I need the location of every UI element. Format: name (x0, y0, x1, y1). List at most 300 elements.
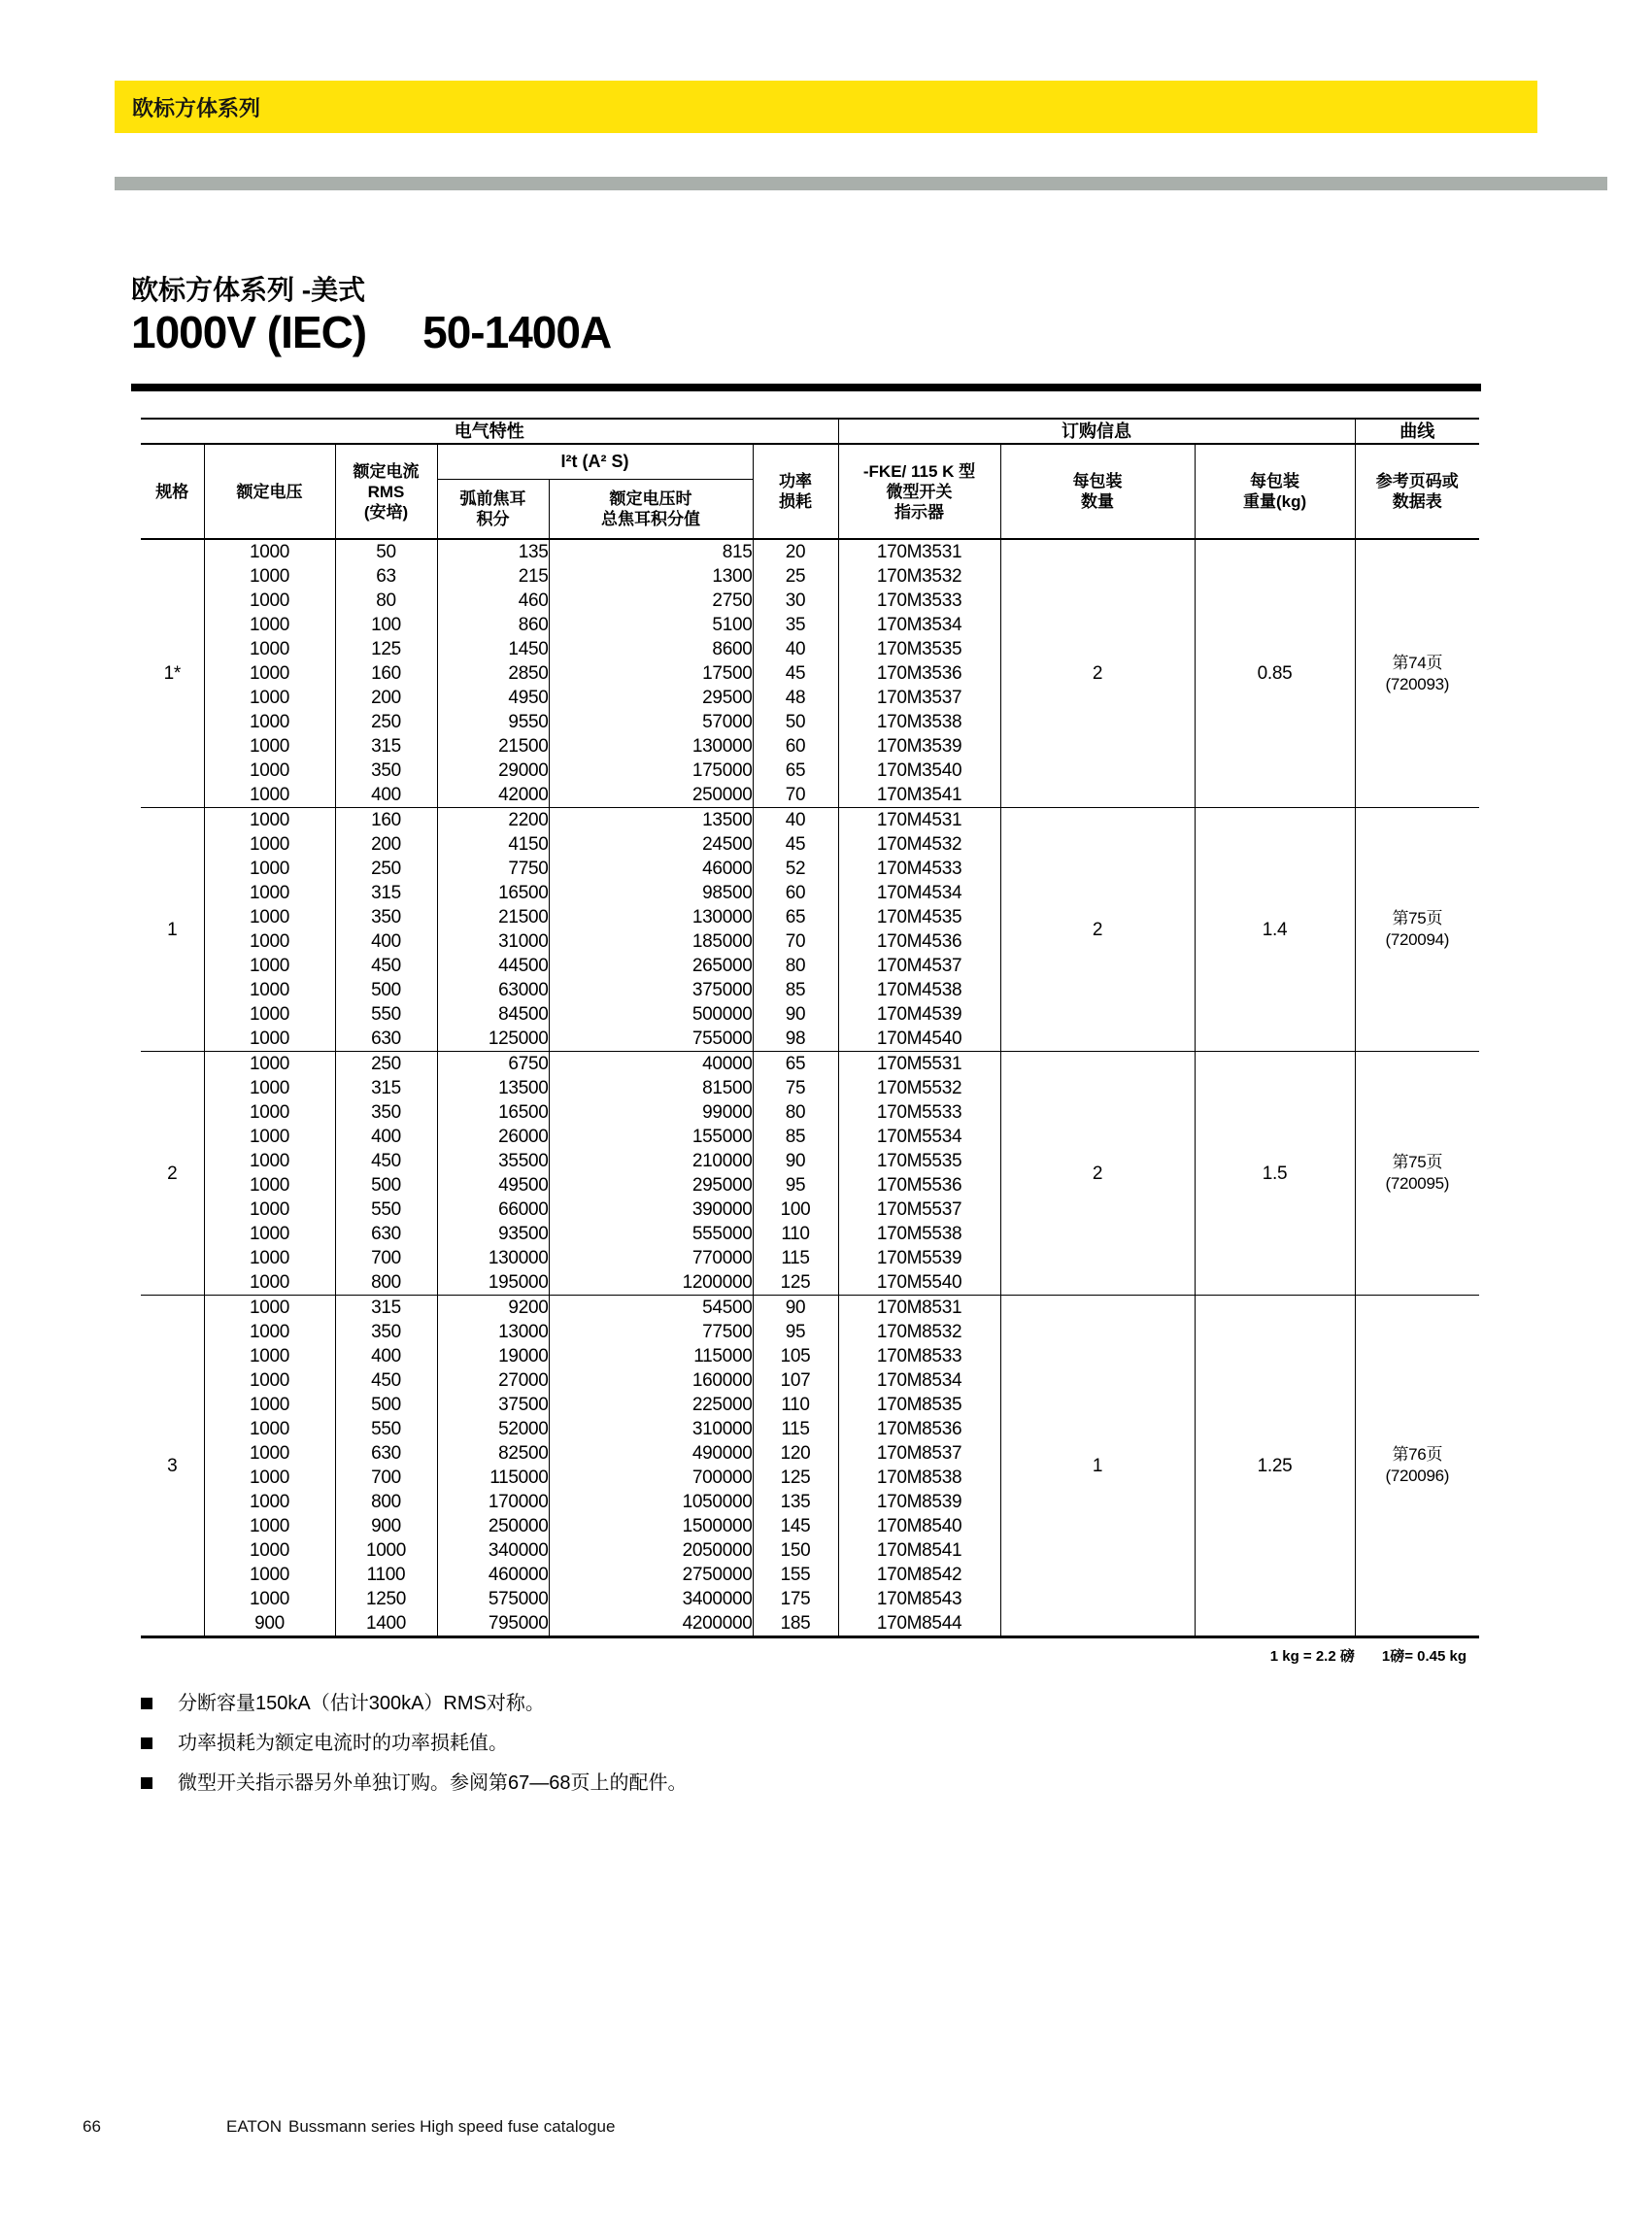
voltage-cell: 1000 (204, 1441, 335, 1466)
current-cell: 500 (335, 1173, 437, 1197)
current-cell: 400 (335, 783, 437, 808)
total-i2t-cell: 265000 (549, 954, 753, 978)
title-rule (131, 384, 1481, 391)
voltage-cell: 1000 (204, 1417, 335, 1441)
total-i2t-cell: 160000 (549, 1368, 753, 1393)
prearc-i2t-cell: 21500 (437, 734, 549, 759)
current-cell: 450 (335, 1368, 437, 1393)
current-cell: 250 (335, 1052, 437, 1077)
prearc-i2t-cell: 215 (437, 564, 549, 589)
voltage-cell: 1000 (204, 1027, 335, 1052)
part-number-cell: 170M3533 (838, 589, 1000, 613)
table-row (141, 1296, 1479, 1321)
power-loss-cell: 20 (753, 539, 838, 564)
current-cell: 100 (335, 613, 437, 637)
voltage-cell: 1000 (204, 1368, 335, 1393)
total-i2t-cell: 2750 (549, 589, 753, 613)
prearc-i2t-cell: 31000 (437, 929, 549, 954)
prearc-i2t-cell: 35500 (437, 1149, 549, 1173)
power-loss-cell: 30 (753, 589, 838, 613)
part-number-cell: 170M8532 (838, 1320, 1000, 1344)
power-loss-cell: 145 (753, 1514, 838, 1538)
current-cell: 1000 (335, 1538, 437, 1563)
total-i2t-cell: 210000 (549, 1149, 753, 1173)
voltage-cell: 1000 (204, 564, 335, 589)
part-number-cell: 170M8543 (838, 1587, 1000, 1611)
total-i2t-cell: 1500000 (549, 1514, 753, 1538)
power-loss-cell: 35 (753, 613, 838, 637)
total-i2t-cell: 17500 (549, 661, 753, 686)
current-cell: 700 (335, 1246, 437, 1270)
ref-page-cell: 第75页 (720095) (1355, 1052, 1479, 1296)
prearc-i2t-cell: 66000 (437, 1197, 549, 1222)
power-loss-cell: 40 (753, 808, 838, 833)
power-loss-cell: 45 (753, 661, 838, 686)
power-loss-cell: 80 (753, 1100, 838, 1125)
total-i2t-cell: 130000 (549, 734, 753, 759)
total-i2t-cell: 555000 (549, 1222, 753, 1246)
weight-per-pack-cell: 1.4 (1195, 808, 1355, 1052)
voltage-cell: 1000 (204, 710, 335, 734)
spec-cell: 1 (141, 808, 204, 1052)
part-number-cell: 170M3540 (838, 759, 1000, 783)
voltage-cell: 1000 (204, 734, 335, 759)
current-cell: 550 (335, 1002, 437, 1027)
group-header-row (141, 419, 1479, 444)
total-i2t-cell: 295000 (549, 1173, 753, 1197)
part-number-cell: 170M4539 (838, 1002, 1000, 1027)
total-i2t-cell: 29500 (549, 686, 753, 710)
power-loss-cell: 70 (753, 783, 838, 808)
qty-per-pack-cell: 2 (1000, 539, 1195, 808)
power-loss-cell: 80 (753, 954, 838, 978)
current-cell: 50 (335, 539, 437, 564)
voltage-cell: 1000 (204, 1052, 335, 1077)
current-cell: 400 (335, 1125, 437, 1149)
table-row (141, 808, 1479, 833)
current-cell: 800 (335, 1490, 437, 1514)
current-cell: 700 (335, 1466, 437, 1490)
total-i2t-cell: 5100 (549, 613, 753, 637)
voltage-cell: 1000 (204, 978, 335, 1002)
col-header-microswitch-indicator: -FKE/ 115 K 型 微型开关 指示器 (838, 444, 1000, 539)
page-title (131, 306, 611, 358)
prearc-i2t-cell: 63000 (437, 978, 549, 1002)
part-number-cell: 170M3537 (838, 686, 1000, 710)
current-cell: 250 (335, 857, 437, 881)
power-loss-cell: 110 (753, 1222, 838, 1246)
total-i2t-cell: 1050000 (549, 1490, 753, 1514)
current-cell: 350 (335, 1320, 437, 1344)
part-number-cell: 170M3531 (838, 539, 1000, 564)
current-cell: 200 (335, 686, 437, 710)
prearc-i2t-cell: 49500 (437, 1173, 549, 1197)
part-number-cell: 170M3532 (838, 564, 1000, 589)
footnotes (141, 1684, 688, 1804)
current-cell: 400 (335, 929, 437, 954)
qty-per-pack-cell: 2 (1000, 808, 1195, 1052)
prearc-i2t-cell: 135 (437, 539, 549, 564)
part-number-cell: 170M8538 (838, 1466, 1000, 1490)
part-number-cell: 170M5538 (838, 1222, 1000, 1246)
power-loss-cell: 70 (753, 929, 838, 954)
col-header-ref-page: 参考页码或 数据表 (1355, 444, 1479, 539)
total-i2t-cell: 54500 (549, 1296, 753, 1321)
part-number-cell: 170M5537 (838, 1197, 1000, 1222)
power-loss-cell: 90 (753, 1149, 838, 1173)
prearc-i2t-cell: 37500 (437, 1393, 549, 1417)
part-number-cell: 170M4537 (838, 954, 1000, 978)
part-number-cell: 170M4533 (838, 857, 1000, 881)
total-i2t-cell: 755000 (549, 1027, 753, 1052)
prearc-i2t-cell: 1450 (437, 637, 549, 661)
total-i2t-cell: 81500 (549, 1076, 753, 1100)
power-loss-cell: 98 (753, 1027, 838, 1052)
voltage-cell: 1000 (204, 1296, 335, 1321)
footnote-microswitch: 微型开关指示器另外单独订购。参阅第67—68页上的配件。 (141, 1764, 688, 1804)
total-i2t-cell: 175000 (549, 759, 753, 783)
group-header-curves: 曲线 (1355, 419, 1479, 444)
part-number-cell: 170M5539 (838, 1246, 1000, 1270)
voltage-cell: 900 (204, 1611, 335, 1637)
current-cell: 900 (335, 1514, 437, 1538)
part-number-cell: 170M4536 (838, 929, 1000, 954)
prearc-i2t-cell: 29000 (437, 759, 549, 783)
power-loss-cell: 150 (753, 1538, 838, 1563)
bullet-square-icon (141, 1777, 152, 1789)
voltage-cell: 1000 (204, 661, 335, 686)
current-cell: 315 (335, 1076, 437, 1100)
voltage-cell: 1000 (204, 1076, 335, 1100)
catalog-title: Bussmann series High speed fuse catalogue (288, 2117, 616, 2136)
divider-bar (115, 177, 1607, 190)
voltage-cell: 1000 (204, 1173, 335, 1197)
current-cell: 450 (335, 1149, 437, 1173)
power-loss-cell: 48 (753, 686, 838, 710)
total-i2t-cell: 1200000 (549, 1270, 753, 1296)
part-number-cell: 170M3538 (838, 710, 1000, 734)
current-cell: 630 (335, 1222, 437, 1246)
part-number-cell: 170M8536 (838, 1417, 1000, 1441)
qty-per-pack-cell: 2 (1000, 1052, 1195, 1296)
prearc-i2t-cell: 4950 (437, 686, 549, 710)
table-header (141, 419, 1479, 539)
spec-cell: 3 (141, 1296, 204, 1637)
power-loss-cell: 65 (753, 1052, 838, 1077)
prearc-i2t-cell: 9200 (437, 1296, 549, 1321)
part-number-cell: 170M8544 (838, 1611, 1000, 1637)
voltage-cell: 1000 (204, 637, 335, 661)
prearc-i2t-cell: 115000 (437, 1466, 549, 1490)
brand-name: EATON (226, 2117, 282, 2136)
current-cell: 800 (335, 1270, 437, 1296)
prearc-i2t-cell: 52000 (437, 1417, 549, 1441)
prearc-i2t-cell: 7750 (437, 857, 549, 881)
total-i2t-cell: 225000 (549, 1393, 753, 1417)
voltage-cell: 1000 (204, 1246, 335, 1270)
part-number-cell: 170M5533 (838, 1100, 1000, 1125)
prearc-i2t-cell: 130000 (437, 1246, 549, 1270)
current-cell: 1250 (335, 1587, 437, 1611)
part-number-cell: 170M4538 (838, 978, 1000, 1002)
ref-page-cell: 第74页 (720093) (1355, 539, 1479, 808)
current-cell: 350 (335, 1100, 437, 1125)
voltage-range: 1000V (IEC) (131, 307, 367, 357)
power-loss-cell: 175 (753, 1587, 838, 1611)
prearc-i2t-cell: 795000 (437, 1611, 549, 1637)
column-header-row (141, 444, 1479, 479)
total-i2t-cell: 250000 (549, 783, 753, 808)
part-number-cell: 170M8537 (838, 1441, 1000, 1466)
current-cell: 315 (335, 881, 437, 905)
series-tag-label: 欧标方体系列 (132, 95, 261, 120)
series-tag-bar (115, 81, 1537, 133)
total-i2t-cell: 13500 (549, 808, 753, 833)
weight-per-pack-cell: 1.5 (1195, 1052, 1355, 1296)
total-i2t-cell: 500000 (549, 1002, 753, 1027)
total-i2t-cell: 77500 (549, 1320, 753, 1344)
power-loss-cell: 95 (753, 1173, 838, 1197)
total-i2t-cell: 375000 (549, 978, 753, 1002)
voltage-cell: 1000 (204, 929, 335, 954)
weight-per-pack-cell: 0.85 (1195, 539, 1355, 808)
group-header-electrical: 电气特性 (141, 419, 838, 444)
prearc-i2t-cell: 460 (437, 589, 549, 613)
part-number-cell: 170M8541 (838, 1538, 1000, 1563)
part-number-cell: 170M8540 (838, 1514, 1000, 1538)
total-i2t-cell: 2050000 (549, 1538, 753, 1563)
voltage-cell: 1000 (204, 539, 335, 564)
total-i2t-cell: 3400000 (549, 1587, 753, 1611)
part-number-cell: 170M4532 (838, 832, 1000, 857)
spec-group-3 (141, 1296, 1479, 1637)
table-row (141, 539, 1479, 564)
current-cell: 160 (335, 808, 437, 833)
prearc-i2t-cell: 860 (437, 613, 549, 637)
part-number-cell: 170M3539 (838, 734, 1000, 759)
bullet-square-icon (141, 1698, 152, 1709)
power-loss-cell: 65 (753, 905, 838, 929)
voltage-cell: 1000 (204, 832, 335, 857)
total-i2t-cell: 4200000 (549, 1611, 753, 1637)
voltage-cell: 1000 (204, 1563, 335, 1587)
part-number-cell: 170M5534 (838, 1125, 1000, 1149)
prearc-i2t-cell: 84500 (437, 1002, 549, 1027)
part-number-cell: 170M3535 (838, 637, 1000, 661)
power-loss-cell: 50 (753, 710, 838, 734)
page-number: 66 (83, 2117, 101, 2136)
total-i2t-cell: 185000 (549, 929, 753, 954)
power-loss-cell: 100 (753, 1197, 838, 1222)
part-number-cell: 170M4535 (838, 905, 1000, 929)
prearc-i2t-cell: 250000 (437, 1514, 549, 1538)
weight-per-pack-cell: 1.25 (1195, 1296, 1355, 1637)
voltage-cell: 1000 (204, 686, 335, 710)
prearc-i2t-cell: 21500 (437, 905, 549, 929)
prearc-i2t-cell: 575000 (437, 1587, 549, 1611)
voltage-cell: 1000 (204, 613, 335, 637)
prearc-i2t-cell: 2200 (437, 808, 549, 833)
current-cell: 500 (335, 1393, 437, 1417)
power-loss-cell: 85 (753, 978, 838, 1002)
prearc-i2t-cell: 13000 (437, 1320, 549, 1344)
voltage-cell: 1000 (204, 759, 335, 783)
total-i2t-cell: 1300 (549, 564, 753, 589)
voltage-cell: 1000 (204, 1514, 335, 1538)
prearc-i2t-cell: 4150 (437, 832, 549, 857)
current-cell: 1400 (335, 1611, 437, 1637)
power-loss-cell: 85 (753, 1125, 838, 1149)
current-cell: 550 (335, 1197, 437, 1222)
total-i2t-cell: 98500 (549, 881, 753, 905)
power-loss-cell: 60 (753, 734, 838, 759)
prearc-i2t-cell: 42000 (437, 783, 549, 808)
part-number-cell: 170M5536 (838, 1173, 1000, 1197)
prearc-i2t-cell: 170000 (437, 1490, 549, 1514)
prearc-i2t-cell: 16500 (437, 1100, 549, 1125)
power-loss-cell: 110 (753, 1393, 838, 1417)
part-number-cell: 170M3536 (838, 661, 1000, 686)
voltage-cell: 1000 (204, 1125, 335, 1149)
part-number-cell: 170M5532 (838, 1076, 1000, 1100)
part-number-cell: 170M4540 (838, 1027, 1000, 1052)
part-number-cell: 170M8542 (838, 1563, 1000, 1587)
total-i2t-cell: 115000 (549, 1344, 753, 1368)
voltage-cell: 1000 (204, 1320, 335, 1344)
total-i2t-cell: 24500 (549, 832, 753, 857)
part-number-cell: 170M3541 (838, 783, 1000, 808)
total-i2t-cell: 130000 (549, 905, 753, 929)
col-header-weight-per-pack: 每包装 重量(kg) (1195, 444, 1355, 539)
col-header-prearc-i2t: 弧前焦耳 积分 (437, 479, 549, 539)
power-loss-cell: 52 (753, 857, 838, 881)
power-loss-cell: 45 (753, 832, 838, 857)
total-i2t-cell: 490000 (549, 1441, 753, 1466)
prearc-i2t-cell: 19000 (437, 1344, 549, 1368)
current-cell: 200 (335, 832, 437, 857)
col-header-voltage: 额定电压 (204, 444, 335, 539)
voltage-cell: 1000 (204, 1490, 335, 1514)
spec-cell: 1* (141, 539, 204, 808)
power-loss-cell: 155 (753, 1563, 838, 1587)
power-loss-cell: 115 (753, 1246, 838, 1270)
spec-group-1 (141, 808, 1479, 1052)
prearc-i2t-cell: 93500 (437, 1222, 549, 1246)
col-header-qty-per-pack: 每包装 数量 (1000, 444, 1195, 539)
spec-group-2 (141, 1052, 1479, 1296)
power-loss-cell: 65 (753, 759, 838, 783)
power-loss-cell: 90 (753, 1296, 838, 1321)
voltage-cell: 1000 (204, 905, 335, 929)
power-loss-cell: 107 (753, 1368, 838, 1393)
voltage-cell: 1000 (204, 857, 335, 881)
voltage-cell: 1000 (204, 1538, 335, 1563)
ref-page-cell: 第76页 (720096) (1355, 1296, 1479, 1637)
qty-per-pack-cell: 1 (1000, 1296, 1195, 1637)
voltage-cell: 1000 (204, 1344, 335, 1368)
current-cell: 80 (335, 589, 437, 613)
part-number-cell: 170M4534 (838, 881, 1000, 905)
prearc-i2t-cell: 340000 (437, 1538, 549, 1563)
kg-conversion-note: 1 kg = 2.2 磅 1磅= 0.45 kg (1269, 1648, 1467, 1665)
power-loss-cell: 120 (753, 1441, 838, 1466)
voltage-cell: 1000 (204, 783, 335, 808)
prearc-i2t-cell: 2850 (437, 661, 549, 686)
spec-group-1-star (141, 539, 1479, 808)
ref-page-cell: 第75页 (720094) (1355, 808, 1479, 1052)
total-i2t-cell: 700000 (549, 1466, 753, 1490)
current-cell: 550 (335, 1417, 437, 1441)
voltage-cell: 1000 (204, 1002, 335, 1027)
voltage-cell: 1000 (204, 1587, 335, 1611)
prearc-i2t-cell: 9550 (437, 710, 549, 734)
current-cell: 500 (335, 978, 437, 1002)
total-i2t-cell: 2750000 (549, 1563, 753, 1587)
footnote-power-loss: 功率损耗为额定电流时的功率损耗值。 (141, 1724, 688, 1764)
prearc-i2t-cell: 82500 (437, 1441, 549, 1466)
voltage-cell: 1000 (204, 1222, 335, 1246)
prearc-i2t-cell: 27000 (437, 1368, 549, 1393)
voltage-cell: 1000 (204, 1100, 335, 1125)
prearc-i2t-cell: 26000 (437, 1125, 549, 1149)
table-row (141, 1052, 1479, 1077)
current-cell: 125 (335, 637, 437, 661)
part-number-cell: 170M5535 (838, 1149, 1000, 1173)
col-header-spec: 规格 (141, 444, 204, 539)
part-number-cell: 170M8535 (838, 1393, 1000, 1417)
voltage-cell: 1000 (204, 954, 335, 978)
prearc-i2t-cell: 195000 (437, 1270, 549, 1296)
voltage-cell: 1000 (204, 1466, 335, 1490)
fuse-table (141, 418, 1479, 1638)
voltage-cell: 1000 (204, 1197, 335, 1222)
prearc-i2t-cell: 16500 (437, 881, 549, 905)
power-loss-cell: 125 (753, 1466, 838, 1490)
spec-cell: 2 (141, 1052, 204, 1296)
total-i2t-cell: 40000 (549, 1052, 753, 1077)
page-subtitle: 欧标方体系列 -美式 (131, 275, 366, 305)
col-header-current: 额定电流 RMS (安培) (335, 444, 437, 539)
total-i2t-cell: 310000 (549, 1417, 753, 1441)
part-number-cell: 170M4531 (838, 808, 1000, 833)
prearc-i2t-cell: 125000 (437, 1027, 549, 1052)
power-loss-cell: 25 (753, 564, 838, 589)
total-i2t-cell: 770000 (549, 1246, 753, 1270)
total-i2t-cell: 815 (549, 539, 753, 564)
prearc-i2t-cell: 44500 (437, 954, 549, 978)
current-cell: 350 (335, 905, 437, 929)
total-i2t-cell: 57000 (549, 710, 753, 734)
prearc-i2t-cell: 6750 (437, 1052, 549, 1077)
total-i2t-cell: 46000 (549, 857, 753, 881)
group-header-ordering: 订购信息 (838, 419, 1355, 444)
bullet-square-icon (141, 1737, 152, 1749)
current-cell: 400 (335, 1344, 437, 1368)
voltage-cell: 1000 (204, 1149, 335, 1173)
current-cell: 315 (335, 1296, 437, 1321)
part-number-cell: 170M5531 (838, 1052, 1000, 1077)
power-loss-cell: 90 (753, 1002, 838, 1027)
part-number-cell: 170M8533 (838, 1344, 1000, 1368)
current-cell: 63 (335, 564, 437, 589)
col-header-power-loss: 功率 损耗 (753, 444, 838, 539)
prearc-i2t-cell: 460000 (437, 1563, 549, 1587)
current-cell: 1100 (335, 1563, 437, 1587)
amperage-range: 50-1400A (422, 307, 612, 357)
total-i2t-cell: 155000 (549, 1125, 753, 1149)
power-loss-cell: 125 (753, 1270, 838, 1296)
power-loss-cell: 105 (753, 1344, 838, 1368)
